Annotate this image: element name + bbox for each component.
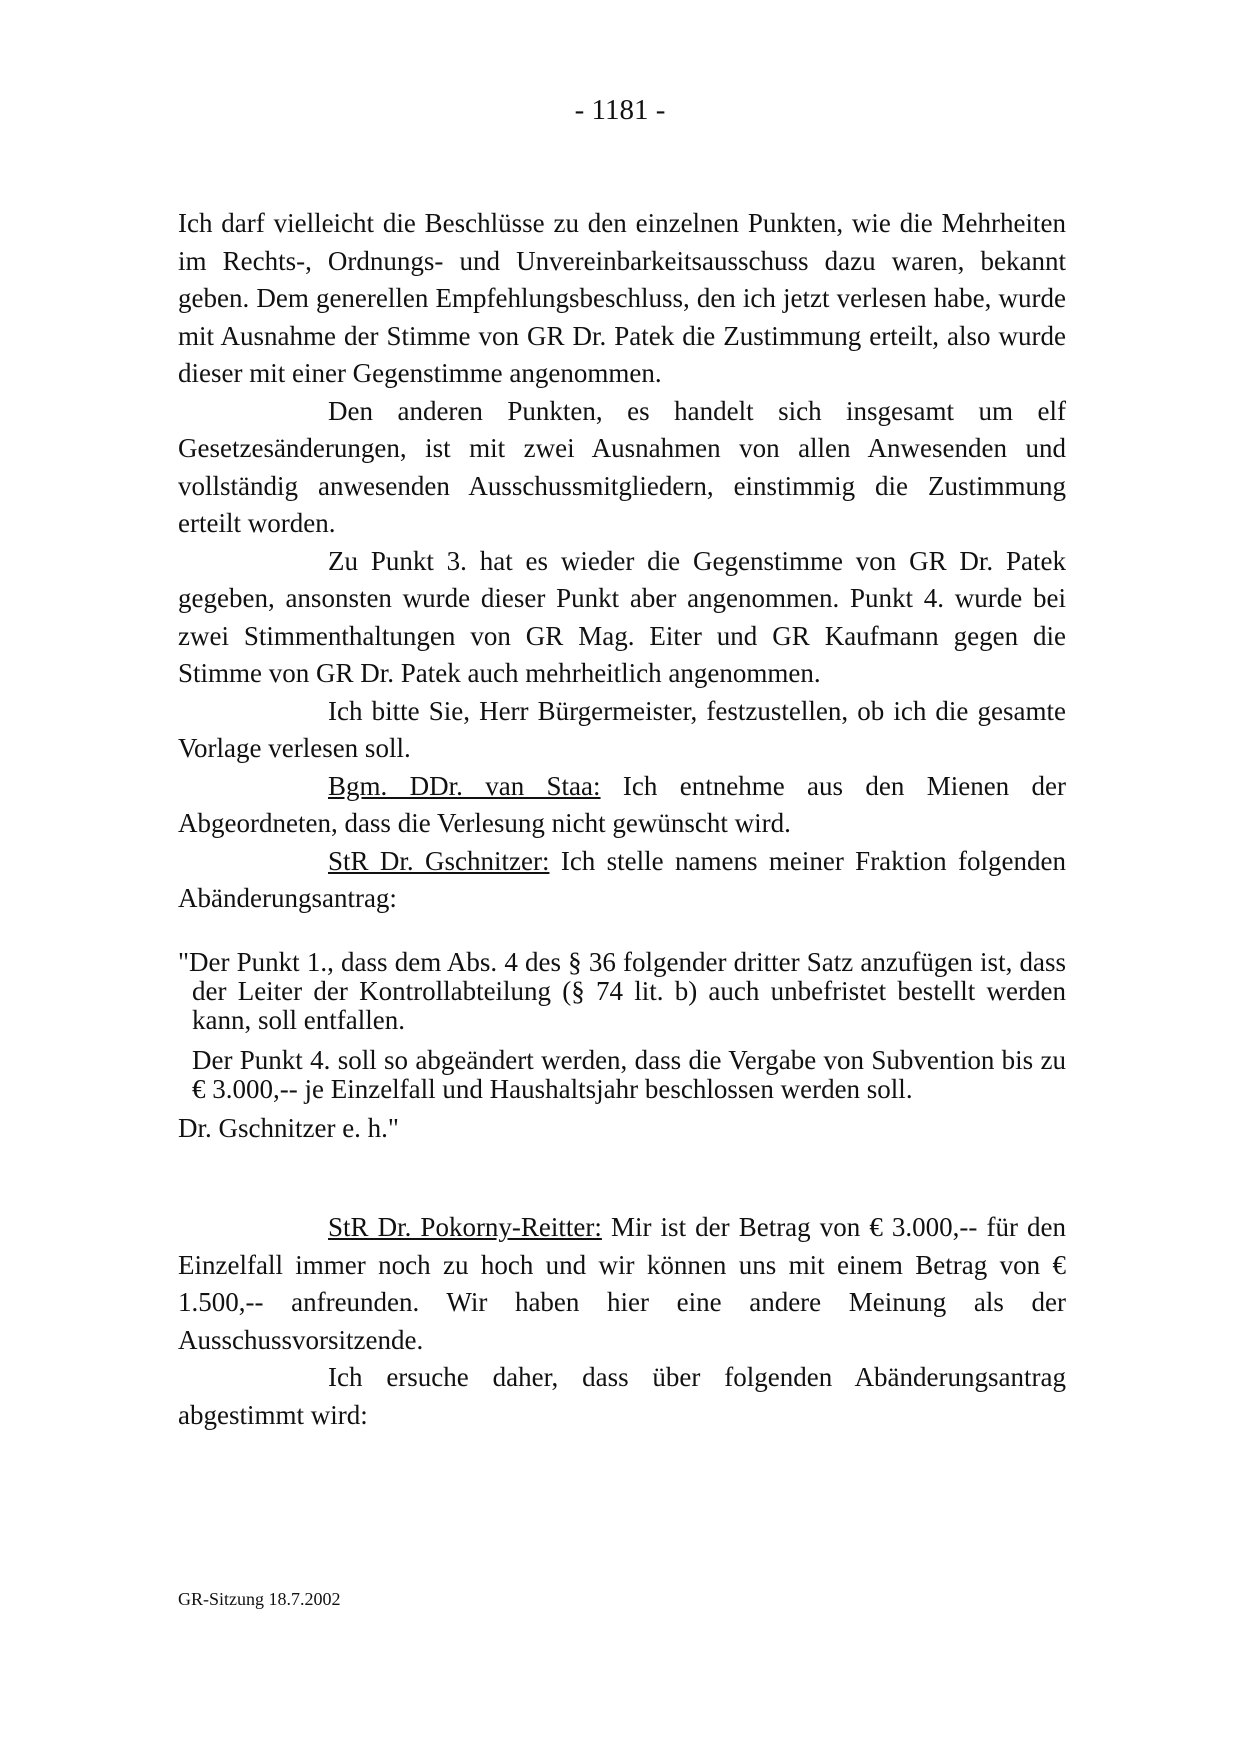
- speech-text: Mir ist der Betrag von € 3.000,-- für den Einzelfall immer noch zu hoch und wir können uns mit einem Betrag von € 1.500,-- anfreunden. Wir haben hier eine andere Meinung als der Ausschussvorsitzende.: [178, 1212, 1066, 1355]
- paragraph-5: [178, 768, 1066, 843]
- speaker-name: StR Dr. Gschnitzer:: [328, 845, 550, 876]
- document-body: [178, 205, 1066, 1434]
- paragraph-1: Ich darf vielleicht die Beschlüsse zu den einzelnen Punkten, wie die Mehrheiten im Rechts-, Ordnungs- und Unvereinbarkeitsausschuss dazu waren, bekannt geben. Dem generellen Empfehlungsbeschluss, den ich jetzt verlesen habe, wurde mit Ausnahme der Stimme von GR Dr. Patek die Zustimmung erteilt, also wurde dieser mit einer Gegenstimme angenommen.: [178, 208, 1066, 388]
- paragraph-2: Den anderen Punkten, es handelt sich insgesamt um elf Gesetzesänderungen, ist mit zwei Ausnahmen von allen Anwesenden und vollständig anwesenden Ausschussmitgliedern, einstimmig die Zustimmung erteilt worden.: [178, 395, 1066, 538]
- quote-signature: Dr. Gschnitzer e. h.": [178, 1112, 399, 1143]
- paragraph-6: [178, 843, 1066, 918]
- speech-text: Ich entnehme aus den Mienen der Abgeordneten, dass die Verlesung nicht gewünscht wird.: [178, 770, 1067, 838]
- page-footer: GR-Sitzung 18.7.2002: [178, 1589, 341, 1609]
- page-number: - 1181 -: [574, 94, 666, 126]
- paragraph-4: Ich bitte Sie, Herr Bürgermeister, festzustellen, ob ich die gesamte Vorlage verlesen soll.: [178, 695, 1066, 763]
- quote-point-4: Der Punkt 4. soll so abgeändert werden, dass die Vergabe von Subvention bis zu € 3.000,-- je Einzelfall und Haushaltsjahr beschlossen werden soll.: [192, 1044, 1066, 1104]
- paragraph-8: Ich ersuche daher, dass über folgenden Abänderungsantrag abgestimmt wird:: [178, 1362, 1066, 1430]
- paragraph-3: Zu Punkt 3. hat es wieder die Gegenstimme von GR Dr. Patek gegeben, ansonsten wurde dieser Punkt aber angenommen. Punkt 4. wurde bei zwei Stimmenthaltungen von GR Mag. Eiter und GR Kaufmann gegen die Stimme von GR Dr. Patek auch mehrheitlich angenommen.: [178, 545, 1066, 688]
- speaker-name: StR Dr. Pokorny-Reitter:: [328, 1212, 602, 1242]
- amendment-quote: [178, 948, 1066, 1148]
- quote-point-1: "Der Punkt 1., dass dem Abs. 4 des § 36 folgender dritter Satz anzufügen ist, dass der Leiter der Kontrollabteilung (§ 74 lit. b) auch unbefristet bestellt werden kann, soll entfallen.: [178, 946, 1066, 1035]
- speech-text: Ich stelle namens meiner Fraktion folgenden Abänderungsantrag:: [178, 845, 1066, 913]
- speaker-name: Bgm. DDr. van Staa:: [328, 770, 601, 801]
- paragraph-7: [178, 1209, 1066, 1359]
